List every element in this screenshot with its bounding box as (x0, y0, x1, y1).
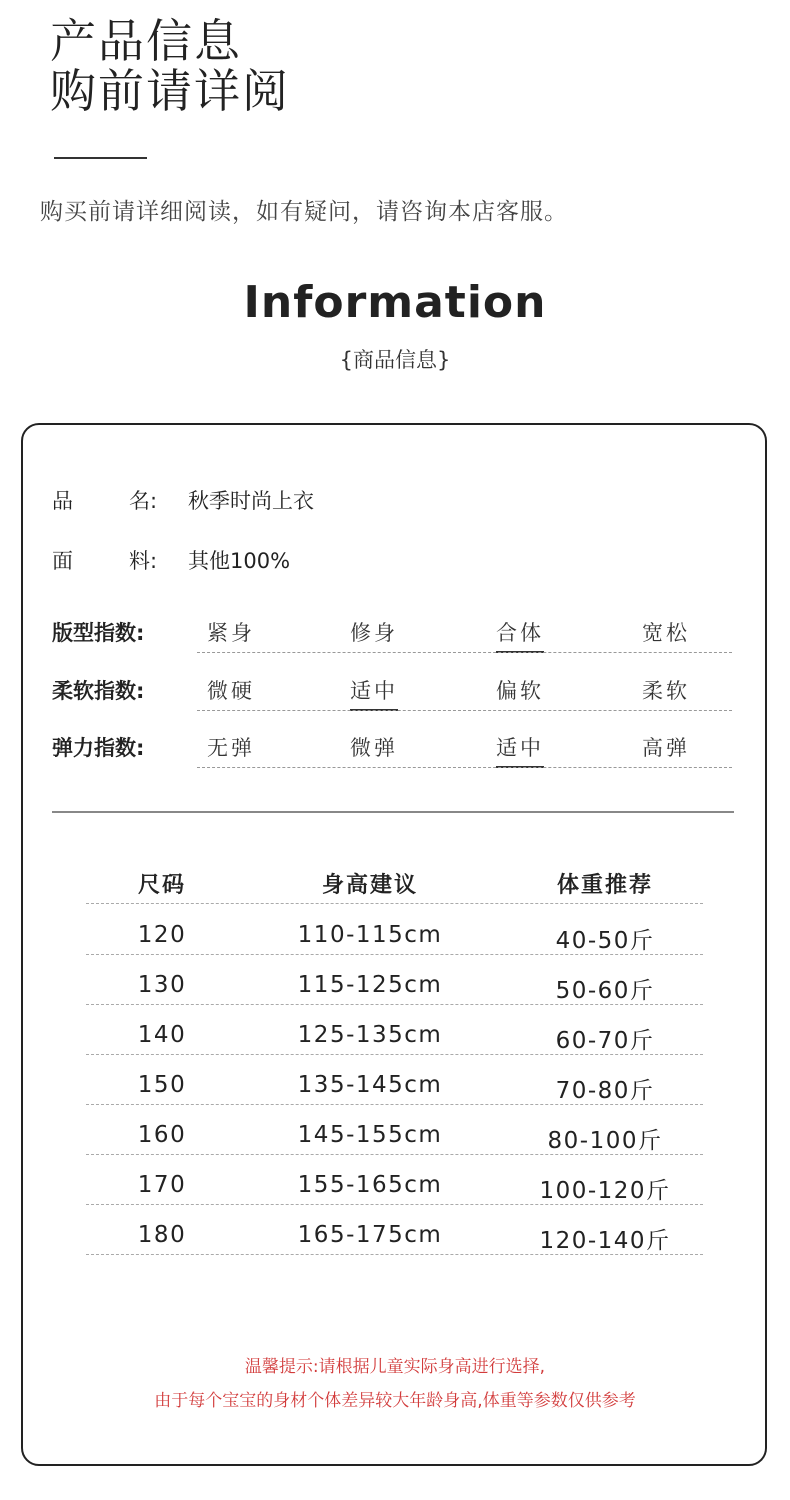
index-option: 高弹 (642, 736, 690, 760)
height-cell: 110-115cm (297, 922, 443, 948)
height-cell: 145-155cm (297, 1122, 443, 1148)
table-row-divider (86, 1254, 703, 1255)
weight-cell: 80-100斤 (547, 1128, 663, 1154)
index-dashed-line (197, 710, 732, 711)
product-name-label-char1: 品 (52, 489, 73, 513)
size-cell: 140 (137, 1022, 187, 1048)
size-cell: 120 (137, 922, 187, 948)
index-option: 柔软 (642, 679, 690, 703)
size-header-height: 身高建议 (321, 873, 418, 898)
index-option: 宽松 (642, 621, 690, 645)
size-cell: 170 (137, 1172, 187, 1198)
index-option: 无弹 (207, 736, 255, 760)
size-cell: 180 (137, 1222, 187, 1248)
table-row-divider (86, 1154, 703, 1155)
index-option-selected: 适中 (496, 732, 544, 768)
size-cell: 130 (137, 972, 187, 998)
index-option: 紧身 (207, 621, 255, 645)
info-heading: Information (243, 277, 547, 328)
weight-cell: 120-140斤 (539, 1228, 671, 1254)
table-row-divider (86, 1054, 703, 1055)
height-cell: 165-175cm (297, 1222, 443, 1248)
index-option: 偏软 (496, 679, 544, 703)
size-cell: 160 (137, 1122, 187, 1148)
purchase-notice: 购买前请详细阅读，如有疑问，请咨询本店客服。 (40, 199, 568, 225)
index-option-selected: 适中 (350, 675, 398, 711)
index-dashed-line (197, 767, 732, 768)
fabric-label-char2: 料: (129, 549, 158, 573)
title-line-2: 购前请详阅 (50, 64, 290, 118)
section-divider (52, 811, 734, 813)
fabric-label-char1: 面 (52, 549, 73, 573)
weight-cell: 100-120斤 (539, 1178, 671, 1204)
size-header-size: 尺码 (137, 873, 186, 898)
title-line-1: 产品信息 (50, 14, 242, 68)
table-row-divider (86, 1104, 703, 1105)
fabric-label (52, 545, 172, 575)
tip-line-2: 由于每个宝宝的身材个体差异较大年龄身高,体重等参数仅供参考 (154, 1391, 636, 1411)
index-label: 版型指数: (52, 621, 145, 645)
index-option-selected: 合体 (496, 617, 544, 653)
tip-line-1: 温馨提示:请根据儿童实际身高进行选择, (244, 1357, 546, 1377)
index-option: 修身 (350, 621, 398, 645)
height-cell: 125-135cm (297, 1022, 443, 1048)
height-cell: 115-125cm (297, 972, 443, 998)
size-header-weight: 体重推荐 (556, 873, 653, 898)
index-option: 微弹 (350, 736, 398, 760)
table-row-divider (86, 1004, 703, 1005)
product-name-label (52, 485, 172, 515)
weight-cell: 40-50斤 (555, 928, 655, 954)
height-cell: 135-145cm (297, 1072, 443, 1098)
size-cell: 150 (137, 1072, 187, 1098)
index-label: 弹力指数: (52, 736, 145, 760)
table-divider (86, 903, 703, 904)
index-option: 微硬 (207, 679, 255, 703)
weight-cell: 70-80斤 (555, 1078, 655, 1104)
product-name-value: 秋季时尚上衣 (188, 489, 314, 513)
table-row-divider (86, 1204, 703, 1205)
info-subheading: {商品信息} (339, 348, 451, 372)
height-cell: 155-165cm (297, 1172, 443, 1198)
index-dashed-line (197, 652, 732, 653)
index-label: 柔软指数: (52, 679, 145, 703)
title-underline (54, 157, 147, 159)
fabric-value: 其他100% (188, 549, 291, 573)
product-name-label-char2: 名: (129, 489, 158, 513)
weight-cell: 50-60斤 (555, 978, 655, 1004)
weight-cell: 60-70斤 (555, 1028, 655, 1054)
table-row-divider (86, 954, 703, 955)
